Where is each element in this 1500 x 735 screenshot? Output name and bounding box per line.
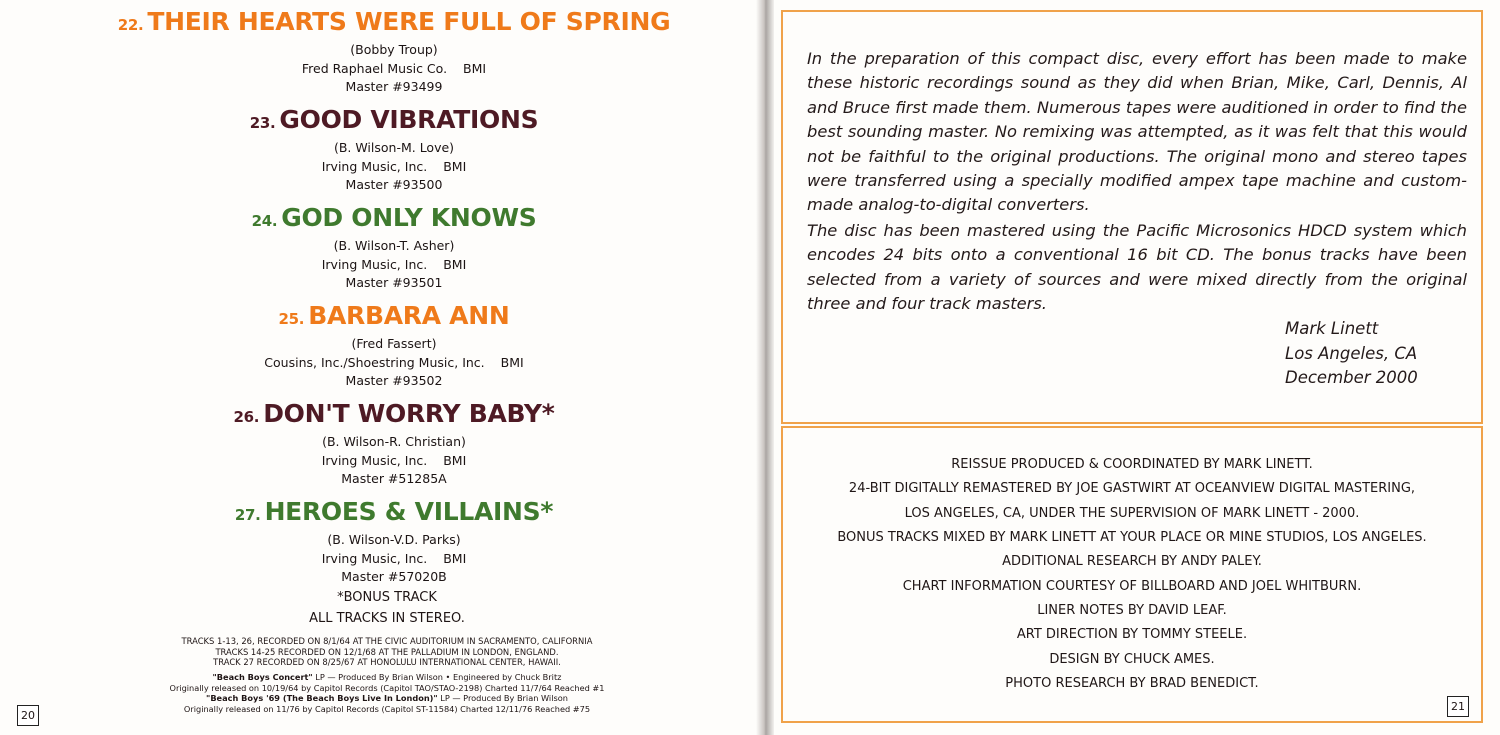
track-title: THEIR HEARTS WERE FULL OF SPRING xyxy=(147,7,671,36)
liner-notes-box xyxy=(781,10,1483,424)
track-society: BMI xyxy=(500,354,524,370)
track-master: Master #93501 xyxy=(345,275,443,290)
recording-note-line: TRACKS 1-13, 26, RECORDED ON 8/1/64 AT THE CIVIC AUDITORIUM IN SACRAMENTO, CALIFORNIA xyxy=(181,636,593,646)
track-publisher: Irving Music, Inc. xyxy=(321,550,428,566)
track-publisher-line xyxy=(0,354,788,373)
track-writers: (B. Wilson-T. Asher) xyxy=(333,238,455,253)
track-heading xyxy=(0,300,788,335)
track-number: 25. xyxy=(278,310,305,328)
track-writers: (B. Wilson-V.D. Parks) xyxy=(327,532,461,547)
album-credit-line xyxy=(0,693,774,704)
credit-line: CHART INFORMATION COURTESY OF BILLBOARD AND JOEL WHITBURN. xyxy=(902,579,1362,594)
track-society: BMI xyxy=(463,60,487,76)
track-24 xyxy=(0,202,788,293)
signature-date: December 2000 xyxy=(1285,368,1418,387)
track-25 xyxy=(0,300,788,391)
signature-block xyxy=(1285,317,1418,391)
track-title: GOD ONLY KNOWS xyxy=(281,203,537,232)
liner-notes-paragraph: In the preparation of this compact disc, every effort has been made to make these historic recordings sound as they did when Brian, Mike, Carl, Dennis, Al and Bruce first made them. Numerous tapes were auditioned in order to find the best sounding master. No remixing was attempted, as it was felt that this would not be faithful to the original productions. The original mono and stereo tapes were transferred using a specially modified ampex tape machine and custom-made analog-to-digital converters. xyxy=(807,49,1467,215)
recording-notes xyxy=(0,636,774,668)
signature-name: Mark Linett xyxy=(1285,319,1379,338)
album-producer: LP — Produced By Brian Wilson xyxy=(437,693,568,704)
track-writers: (Fred Fassert) xyxy=(351,336,437,351)
credit-line: PHOTO RESEARCH BY BRAD BENEDICT. xyxy=(1005,676,1259,691)
track-master: Master #93499 xyxy=(345,79,443,94)
track-number: 22. xyxy=(117,16,144,34)
credit-line: 24-BIT DIGITALLY REMASTERED BY JOE GASTWIRT AT OCEANVIEW DIGITAL MASTERING, xyxy=(848,481,1416,496)
track-society: BMI xyxy=(443,256,467,272)
credit-line: BONUS TRACKS MIXED BY MARK LINETT AT YOUR PLACE OR MINE STUDIOS, LOS ANGELES. xyxy=(837,530,1427,545)
credit-line: REISSUE PRODUCED & COORDINATED BY MARK LINETT. xyxy=(951,457,1313,472)
track-writers: (Bobby Troup) xyxy=(350,42,438,57)
track-publisher-line xyxy=(0,60,788,79)
track-heading xyxy=(0,104,788,139)
page-number-left: 20 xyxy=(17,705,39,726)
stereo-note: ALL TRACKS IN STEREO. xyxy=(309,611,465,626)
recording-note-line: TRACK 27 RECORDED ON 8/25/67 AT HONOLULU INTERNATIONAL CENTER, HAWAII. xyxy=(213,657,561,667)
track-publisher: Irving Music, Inc. xyxy=(321,452,428,468)
page-number-right: 21 xyxy=(1447,696,1469,717)
track-master: Master #51285A xyxy=(341,471,447,486)
credit-line: DESIGN BY CHUCK AMES. xyxy=(1049,652,1215,667)
track-heading xyxy=(0,398,788,433)
track-22 xyxy=(0,6,788,97)
track-title: HEROES & VILLAINS* xyxy=(264,497,554,526)
track-master: Master #93500 xyxy=(345,177,443,192)
track-heading xyxy=(0,6,788,41)
track-publisher: Irving Music, Inc. xyxy=(321,158,428,174)
album-release-line: Originally released on 11/76 by Capitol Records (Capitol ST-11584) Charted 12/11/76 Reached #75 xyxy=(183,704,591,715)
track-master: Master #93502 xyxy=(345,373,443,388)
track-publisher-line xyxy=(0,452,788,471)
track-title: GOOD VIBRATIONS xyxy=(279,105,539,134)
album-producer: LP — Produced By Brian Wilson • Engineered by Chuck Britz xyxy=(312,672,562,682)
track-title: BARBARA ANN xyxy=(308,301,510,330)
track-27 xyxy=(0,496,788,587)
track-26 xyxy=(0,398,788,489)
track-writers: (B. Wilson-M. Love) xyxy=(333,140,455,155)
track-publisher: Cousins, Inc./Shoestring Music, Inc. xyxy=(264,354,485,370)
track-publisher-line xyxy=(0,158,788,177)
recording-note-line: TRACKS 14-25 RECORDED ON 12/1/68 AT THE PALLADIUM IN LONDON, ENGLAND. xyxy=(215,646,559,657)
album-credits xyxy=(0,672,774,715)
bonus-track-note: *BONUS TRACK xyxy=(337,590,437,605)
credit-line: ADDITIONAL RESEARCH BY ANDY PALEY. xyxy=(1002,554,1262,569)
album-name: "Beach Boys '69 (The Beach Boys Live In London)" xyxy=(206,693,438,704)
track-publisher: Fred Raphael Music Co. xyxy=(301,60,448,76)
track-title: DON'T WORRY BABY* xyxy=(263,399,555,428)
signature-place: Los Angeles, CA xyxy=(1285,343,1418,363)
track-heading xyxy=(0,496,788,531)
album-name: "Beach Boys Concert" xyxy=(212,672,313,682)
track-society: BMI xyxy=(443,550,467,566)
credit-line: LOS ANGELES, CA, UNDER THE SUPERVISION OF MARK LINETT - 2000. xyxy=(904,506,1360,521)
track-writers: (B. Wilson-R. Christian) xyxy=(322,434,466,449)
track-number: 23. xyxy=(249,114,276,132)
track-number: 24. xyxy=(251,212,278,230)
album-release-line: Originally released on 10/19/64 by Capitol Records (Capitol TAO/STAO-2198) Charted 11/7/64 Reached #1 xyxy=(169,682,605,693)
credit-line: ART DIRECTION BY TOMMY STEELE. xyxy=(1016,627,1248,642)
track-23 xyxy=(0,104,788,195)
track-heading xyxy=(0,202,788,237)
track-publisher-line xyxy=(0,256,788,275)
track-publisher-line xyxy=(0,550,788,569)
credit-line: LINER NOTES BY DAVID LEAF. xyxy=(1037,603,1227,618)
track-master: Master #57020B xyxy=(341,569,447,584)
production-credits-box xyxy=(781,426,1483,723)
track-society: BMI xyxy=(443,452,467,468)
track-number: 26. xyxy=(233,408,260,426)
track-publisher: Irving Music, Inc. xyxy=(321,256,428,272)
liner-notes-paragraph: The disc has been mastered using the Pacific Microsonics HDCD system which encodes 24 bits onto a conventional 16 bit CD. The bonus tracks have been selected from a variety of sources and were mixed directly from the original three and four track masters. xyxy=(807,221,1467,314)
track-society: BMI xyxy=(443,158,467,174)
album-credit-line xyxy=(0,672,774,683)
track-number: 27. xyxy=(234,506,261,524)
